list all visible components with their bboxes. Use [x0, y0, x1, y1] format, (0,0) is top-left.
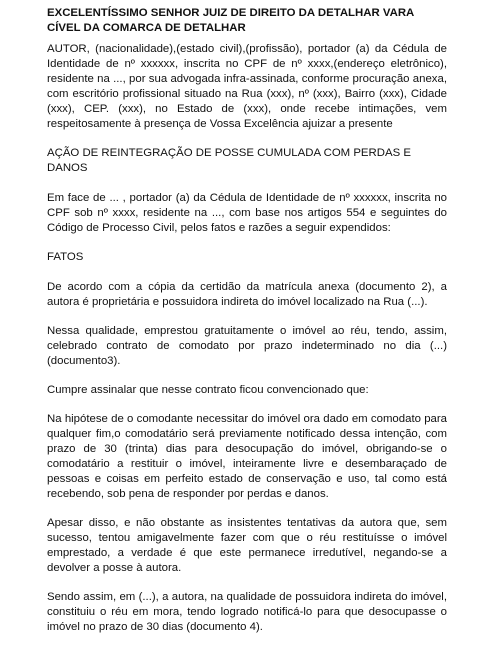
facts-paragraph-3: Cumpre assinalar que nesse contrato ficou convencionado que: — [47, 384, 369, 396]
defendant-paragraph: Em face de ... , portador (a) da Cédula de Identidade de nº xxxxxx, inscrita no CPF sob nº xxxx, residente na ..., com base nos artigos 554 e seguintes do Código de Processo Civil, pelos fatos e razões a seguir expendidos: — [47, 192, 447, 234]
facts-paragraph-2: Nessa qualidade, emprestou gratuitamente o imóvel ao réu, tendo, assim, celebrado contrato de comodato por prazo indeterminado no dia (...) (documento3). — [47, 325, 447, 367]
facts-paragraph-4: Na hipótese de o comodante necessitar do imóvel ora dado em comodato para qualquer fim,o comodatário será previamente notificado dessa intenção, com prazo de 30 (trinta) dias para desocupação do imóvel, obrigando-se o comodatário a restituir o imóvel, inteiramente livre e desembaraçado de pessoas e coisas em perfeito estado de conservação e uso, tal como está recebendo, sob pena de responder por perdas e danos. — [47, 413, 447, 500]
facts-paragraph-5: Apesar disso, e não obstante as insistentes tentativas da autora que, sem sucesso, tentou amigavelmente fazer com que o réu restituísse o imóvel emprestado, a verdade é que este permanece irredutível, negando-se a devolver a posse à autora. — [47, 517, 447, 574]
document-heading: EXCELENTÍSSIMO SENHOR JUIZ DE DIREITO DA DETALHAR VARA CÍVEL DA COMARCA DE DETALHAR — [47, 7, 414, 34]
facts-paragraph-1: De acordo com a cópia da certidão da matrícula anexa (documento 2), a autora é proprietária e possuidora indireta do imóvel localizado na Rua (...). — [47, 281, 447, 308]
facts-paragraph-6: Sendo assim, em (...), a autora, na qualidade de possuidora indireta do imóvel, constituiu o réu em mora, tendo logrado notificá-lo para que desocupasse o imóvel no prazo de 30 dias (documento 4). — [47, 591, 447, 633]
document-page — [47, 6, 447, 649]
action-title: AÇÃO DE REINTEGRAÇÃO DE POSSE CUMULADA COM PERDAS E DANOS — [47, 147, 411, 174]
facts-title: FATOS — [47, 251, 84, 263]
intro-paragraph: AUTOR, (nacionalidade),(estado civil),(profissão), portador (a) da Cédula de Identidade de nº xxxxxx, inscrita no CPF de nº xxxx,(endereço eletrônico), residente na ..., por sua advogada infra-assinada, conforme procuração anexa, com escritório profissional situado na Rua (xxx), nº (xxx), Bairro (xxx), Cidade (xxx), CEP. (xxx), no Estado de (xxx), onde recebe intimações, vem respeitosamente à presença de Vossa Excelência ajuizar a presente — [47, 43, 447, 130]
